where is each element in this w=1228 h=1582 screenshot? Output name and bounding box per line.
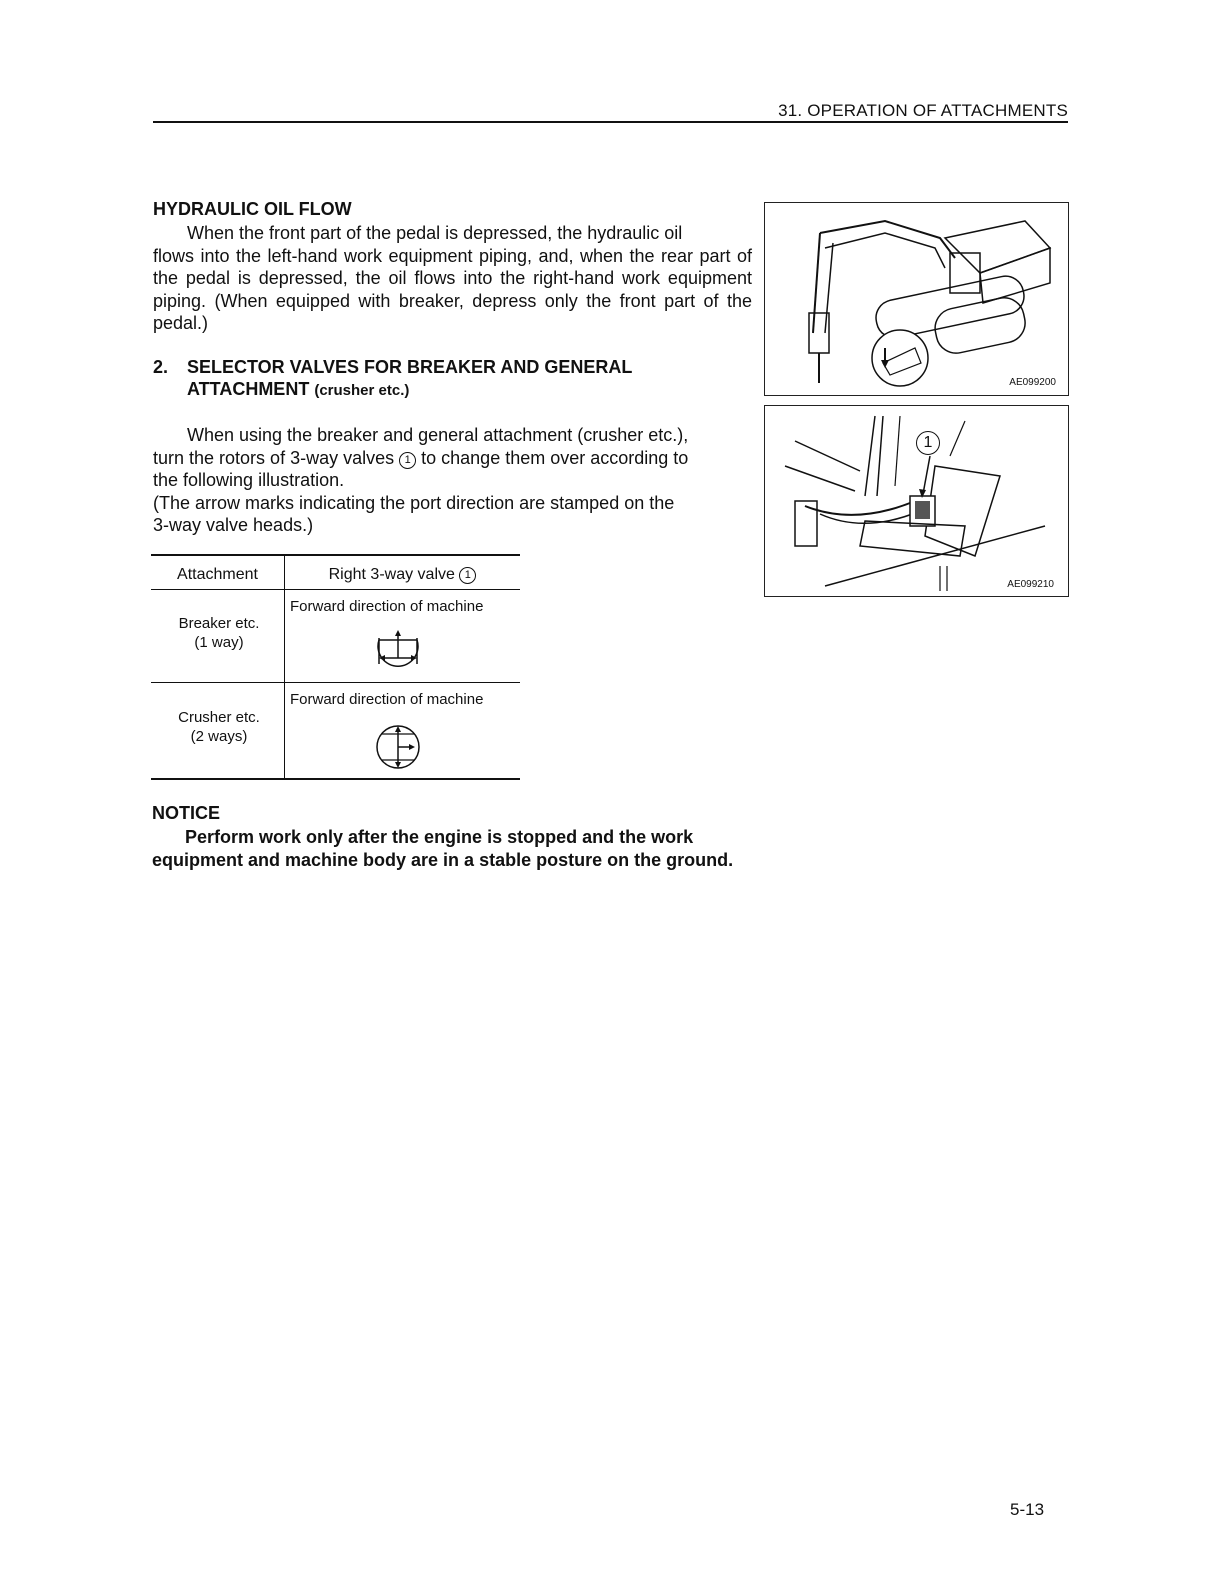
figure-code: AE099200: [1009, 377, 1056, 388]
valve-1way-icon: [371, 628, 425, 678]
table-row-rule: [151, 682, 520, 683]
forward-direction-label: Forward direction of machine: [290, 598, 484, 615]
forward-direction-label: Forward direction of machine: [290, 691, 484, 708]
col-header-attachment: Attachment: [177, 566, 258, 583]
valve-2way-icon: [371, 720, 425, 772]
paragraph-rest: flows into the left-hand work equipment piping, and, when the rear part of the pedal is depressed, the oil flows into the right-hand work equipment piping. (When equipped with breaker, depress only the front part of the pedal.): [153, 245, 752, 333]
attachment-ways: (2 ways): [190, 728, 248, 745]
heading-number: 2.: [153, 357, 169, 377]
table-bottom-rule: [151, 778, 520, 780]
callout-1-marker: 1: [459, 567, 476, 584]
attachment-name: Breaker etc.: [178, 615, 260, 632]
heading-line1: SELECTOR VALVES FOR BREAKER AND GENERAL: [187, 357, 633, 377]
p2-line3: the following illustration.: [153, 470, 345, 490]
p2-line2-before: turn the rotors of 3-way valves: [153, 447, 395, 468]
valve-location-illustration: [765, 406, 1068, 596]
table-row-attachment: [151, 614, 287, 652]
p2-line1: When using the breaker and general attachment (crusher etc.),: [187, 425, 689, 445]
notice-rest: equipment and machine body are in a stable posture on the ground.: [152, 850, 734, 870]
table-header-rule: [151, 589, 520, 590]
col-header-valve-label: Right 3-way valve: [328, 566, 455, 583]
running-header: 31. OPERATION OF ATTACHMENTS: [778, 101, 1068, 120]
notice-first-line: Perform work only after the engine is stopped and the work: [185, 827, 694, 847]
selector-valves-heading: [153, 356, 752, 402]
figure-code: AE099210: [1007, 579, 1054, 590]
table-column-divider: [284, 556, 285, 780]
page-number: 5-13: [1010, 1500, 1045, 1519]
excavator-illustration: [765, 203, 1068, 395]
valve-location-figure: [764, 405, 1069, 597]
p2-line5: 3-way valve heads.): [153, 515, 314, 535]
p2-line2: [153, 447, 752, 470]
p2-line4: (The arrow marks indicating the port direction are stamped on the: [153, 492, 675, 513]
notice-text: [152, 826, 749, 872]
table-top-rule: [151, 554, 520, 556]
section-title: HYDRAULIC OIL FLOW: [153, 199, 352, 219]
paragraph-first-line: When the front part of the pedal is depressed, the hydraulic oil: [187, 223, 683, 243]
callout-1-marker: 1: [399, 452, 416, 469]
p2-line2-after: to change them over according to: [421, 447, 689, 468]
heading-line2-sub: (crusher etc.): [314, 382, 410, 399]
col-header-valve: [285, 565, 520, 584]
callout-1-marker: 1: [916, 431, 940, 455]
heading-line2: ATTACHMENT: [187, 379, 310, 399]
table-row-attachment: [151, 708, 287, 746]
excavator-figure: [764, 202, 1069, 396]
hydraulic-oil-flow-paragraph: [153, 222, 752, 335]
valve-position-table: [151, 554, 520, 782]
selector-valves-paragraph: [153, 424, 752, 537]
attachment-name: Crusher etc.: [178, 709, 260, 726]
notice-title: NOTICE: [152, 803, 221, 823]
header-rule: [153, 121, 1068, 123]
attachment-ways: (1 way): [194, 634, 244, 651]
